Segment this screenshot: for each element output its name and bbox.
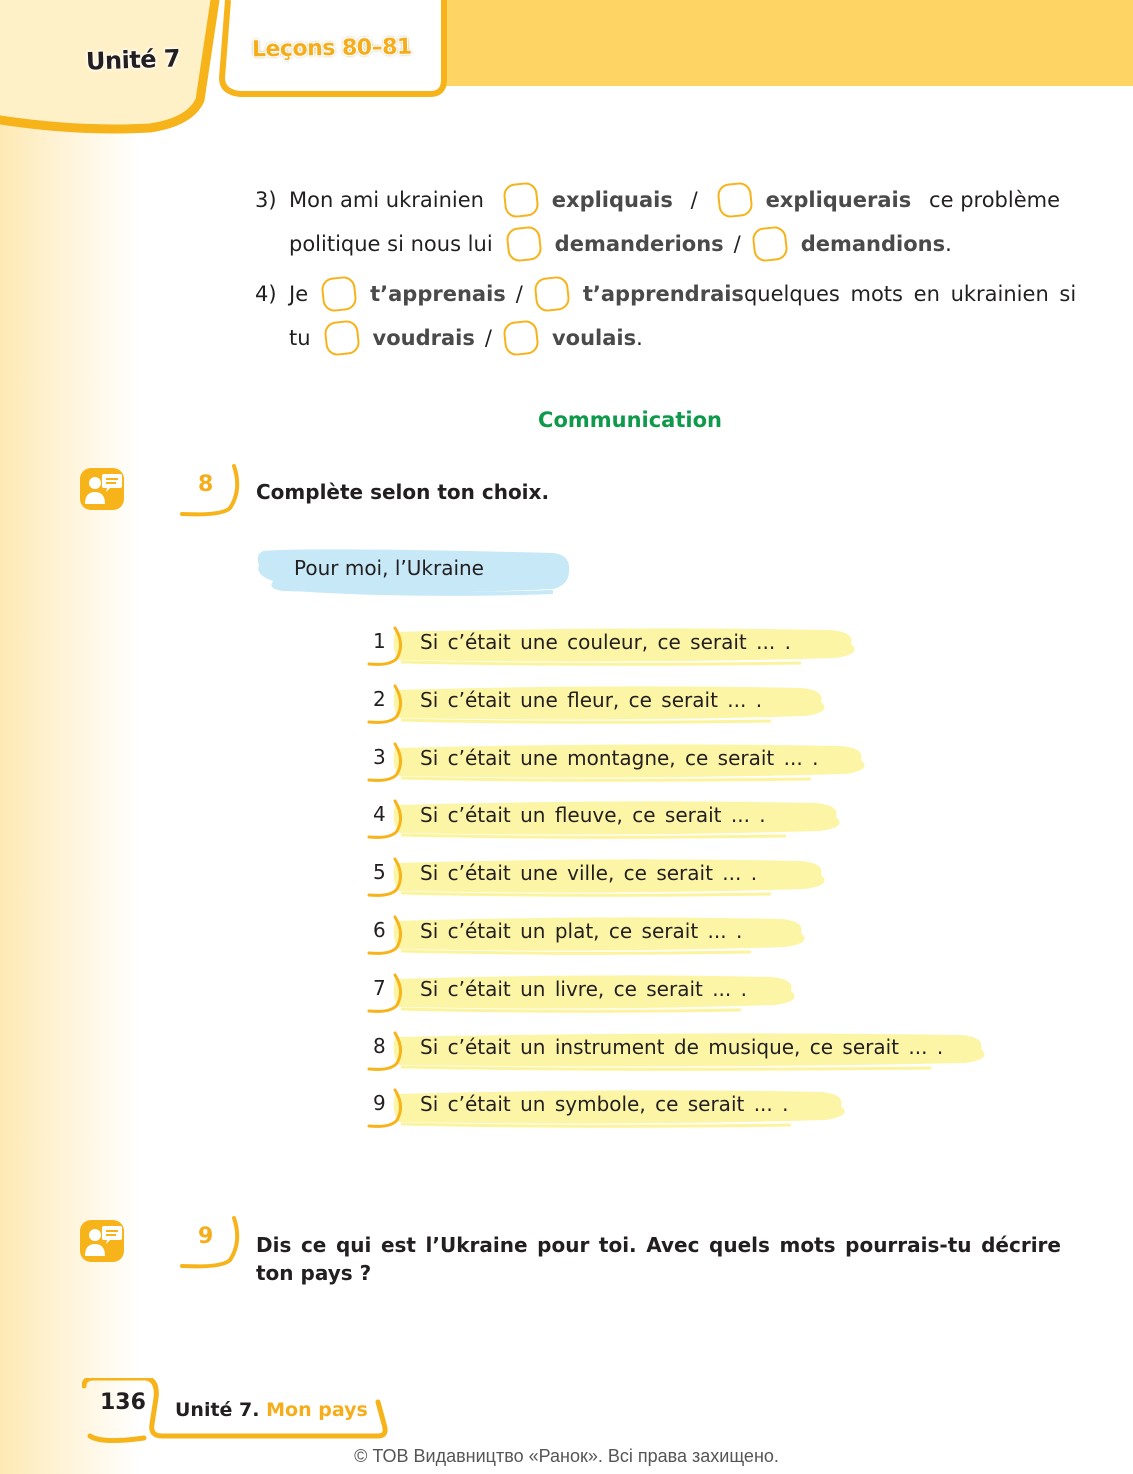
choice-word: t’apprendrais <box>582 282 744 306</box>
list-item <box>365 1084 865 1130</box>
page-number: 136 <box>100 1390 146 1415</box>
separator: / <box>484 326 492 350</box>
choice-word: demanderions <box>554 232 724 256</box>
footer-unit-title <box>175 1399 368 1421</box>
exercise-item-3-line-2 <box>255 227 952 261</box>
choice-word: expliquais <box>551 188 673 212</box>
list-item-number: 3 <box>373 744 386 769</box>
number-bracket <box>365 624 409 668</box>
choice-word: t’apprenais <box>370 282 506 306</box>
list-item <box>365 795 860 841</box>
item-number: 4) <box>255 282 277 306</box>
item-number: 3) <box>255 188 277 212</box>
list-item-number: 4 <box>373 802 386 827</box>
item-text: tu <box>289 326 311 350</box>
list-item <box>365 680 845 726</box>
item-text: Je <box>289 282 309 306</box>
number-bracket <box>365 1086 409 1130</box>
list-item <box>365 853 845 899</box>
footer-unit-name: Mon pays <box>266 1399 368 1421</box>
section-title: Communication <box>538 408 722 432</box>
number-bracket <box>365 797 409 841</box>
item-end: . <box>636 326 643 350</box>
list-item <box>365 911 825 957</box>
item-text: Mon ami ukrainien <box>289 188 484 212</box>
answer-checkbox[interactable] <box>751 225 788 262</box>
list-item-text: Si c’était une couleur, ce serait ... . <box>420 630 791 654</box>
list-item-text: Si c’était une montagne, ce serait ... . <box>420 745 819 770</box>
exercise-number: 9 <box>198 1224 214 1249</box>
choice-word: voudrais <box>372 326 475 350</box>
answer-checkbox[interactable] <box>502 319 539 356</box>
answer-checkbox[interactable] <box>533 275 570 312</box>
number-bracket <box>365 855 409 899</box>
number-bracket <box>365 913 409 957</box>
list-item-number: 5 <box>373 860 386 885</box>
list-item-number: 9 <box>373 1091 386 1116</box>
list-item-number: 1 <box>373 629 386 653</box>
speaking-person-icon <box>78 1218 126 1264</box>
list-item-number: 7 <box>373 975 386 1000</box>
list-item-text: Si c’était un fleuve, ce serait ... . <box>420 803 766 828</box>
footer-unit-label: Unité 7. <box>175 1399 260 1421</box>
item-text: politique si nous lui <box>289 232 493 256</box>
separator: / <box>690 188 698 212</box>
list-item-text: Si c’était un symbole, ce serait ... . <box>420 1092 789 1117</box>
separator: / <box>733 232 741 256</box>
prompt-tag-text: Pour moi, l’Ukraine <box>294 556 484 580</box>
exercise-item-4-line-1 <box>255 277 1077 311</box>
item-end: . <box>945 232 952 256</box>
list-item <box>365 969 815 1015</box>
list-item <box>365 622 875 668</box>
answer-checkbox[interactable] <box>323 319 360 356</box>
list-item-number: 2 <box>373 686 386 711</box>
exercise-number-badge <box>180 464 242 520</box>
choice-word: expliquerais <box>765 188 912 212</box>
item-text: ce problème <box>929 188 1060 212</box>
copyright-notice: © ТОВ Видавництво «Ранок». Всі права захищено. <box>354 1446 779 1466</box>
list-item-text: Si c’était un livre, ce serait ... . <box>420 976 747 1001</box>
unit-tag: Unité 7 <box>85 44 181 76</box>
list-item <box>365 738 885 784</box>
item-text: quelques mots en ukrainien si <box>743 282 1077 306</box>
answer-checkbox[interactable] <box>320 275 357 312</box>
list-item-text: Si c’était un plat, ce serait ... . <box>420 919 743 943</box>
exercise-item-3-line-1 <box>255 183 1060 217</box>
lessons-tag: Leçons 80–81 <box>251 34 412 63</box>
speaking-person-icon <box>78 466 126 512</box>
answer-checkbox[interactable] <box>505 225 542 262</box>
exercise-number: 8 <box>198 472 214 497</box>
exercise-instruction: Dis ce qui est l’Ukraine pour toi. Avec quels mots pourrais-tu décrire ton pays ? <box>256 1233 1061 1285</box>
list-item-text: Si c’était une fleur, ce serait ... . <box>420 687 763 712</box>
prompt-tag <box>253 545 573 597</box>
choice-word: voulais <box>551 326 637 350</box>
separator: / <box>515 282 523 306</box>
list-item-text: Si c’était un instrument de musique, ce serait ... . <box>420 1034 944 1059</box>
number-bracket <box>365 740 409 784</box>
number-bracket <box>365 682 409 726</box>
list-item-number: 6 <box>373 918 386 942</box>
number-bracket <box>365 1029 409 1073</box>
number-bracket <box>365 971 409 1015</box>
choice-word: demandions <box>800 232 946 256</box>
list-item-text: Si c’était une ville, ce serait ... . <box>420 861 758 886</box>
exercise-instruction: Complète selon ton choix. <box>256 480 550 504</box>
list-item <box>365 1027 1005 1073</box>
answer-checkbox[interactable] <box>716 181 753 218</box>
answer-checkbox[interactable] <box>502 181 539 218</box>
exercise-item-4-line-2 <box>255 321 643 355</box>
list-item-number: 8 <box>373 1033 386 1058</box>
exercise-number-badge <box>180 1216 242 1272</box>
